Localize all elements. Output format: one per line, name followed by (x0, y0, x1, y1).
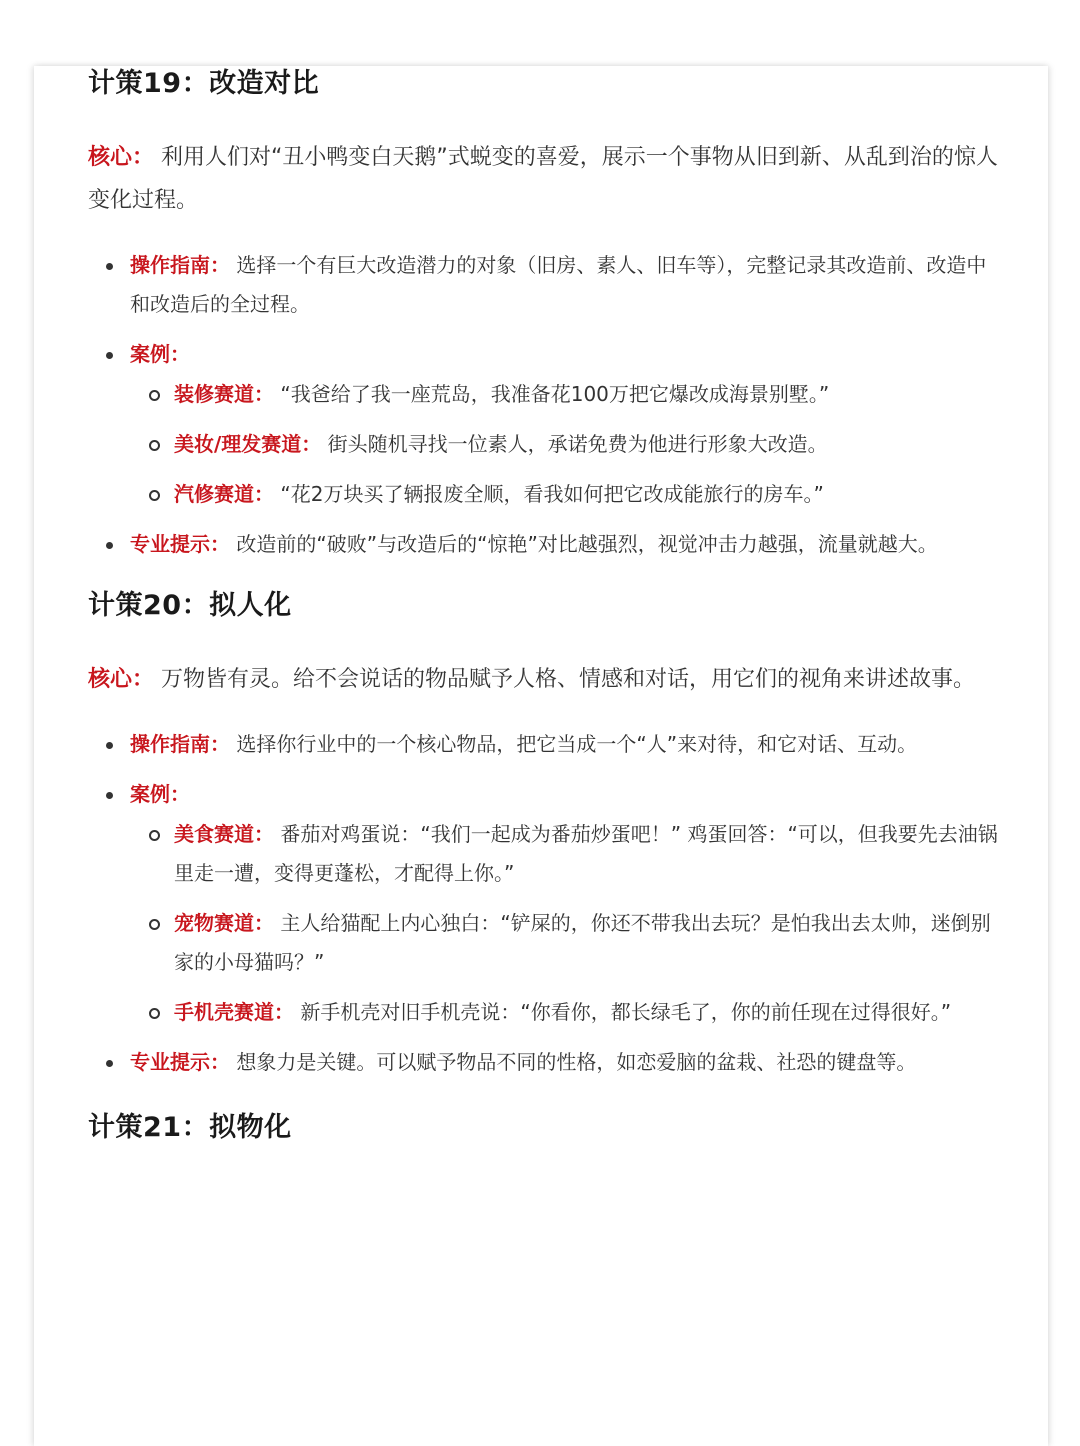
strategy-21-section (88, 1106, 998, 1150)
case-label: 美食赛道： (174, 822, 274, 846)
case-text: 番茄对鸡蛋说：“我们一起成为番茄炒蛋吧！” 鸡蛋回答：“可以，但我要先去油锅里走一遭，变得更蓬松，才配得上你。” (174, 822, 998, 885)
tip-label: 专业提示： (130, 1050, 230, 1074)
cases-list (130, 815, 998, 1032)
strategy-20-section (88, 584, 998, 1082)
guide-item (130, 246, 998, 324)
strategy-19-section (88, 62, 998, 564)
cases-label: 案例： (130, 782, 190, 806)
guide-label: 操作指南： (130, 253, 230, 277)
case-item (174, 375, 998, 414)
tip-text: 想象力是关键。可以赋予物品不同的性格，如恋爱脑的盆栽、社恐的键盘等。 (236, 1050, 917, 1074)
case-item (174, 993, 998, 1032)
strategy-20-core (88, 658, 998, 701)
case-label: 装修赛道： (174, 382, 274, 406)
strategy-19-core (88, 136, 998, 222)
core-text: 利用人们对“丑小鸭变白天鹅”式蜕变的喜爱，展示一个事物从旧到新、从乱到治的惊人变化过程。 (88, 145, 998, 213)
case-text: “花2万块买了辆报废全顺，看我如何把它改成能旅行的房车。” (280, 482, 824, 506)
case-item (174, 425, 998, 464)
case-item (174, 904, 998, 982)
tip-text: 改造前的“破败”与改造后的“惊艳”对比越强烈，视觉冲击力越强，流量就越大。 (236, 532, 938, 556)
case-item (174, 475, 998, 514)
strategy-20-points (88, 725, 998, 1082)
case-item (174, 815, 998, 893)
strategy-19-title: 计策19：改造对比 (88, 68, 320, 99)
tip-item (130, 525, 998, 564)
strategy-20-title: 计策20：拟人化 (88, 590, 292, 621)
case-text: 主人给猫配上内心独白：“铲屎的，你还不带我出去玩？是怕我出去太帅，迷倒别家的小母猫吗？” (174, 911, 991, 974)
case-label: 手机壳赛道： (174, 1000, 294, 1024)
cases-label: 案例： (130, 342, 190, 366)
guide-text: 选择一个有巨大改造潜力的对象（旧房、素人、旧车等），完整记录其改造前、改造中和改造后的全过程。 (130, 253, 987, 316)
tip-label: 专业提示： (130, 532, 230, 556)
case-label: 美妆/理发赛道： (174, 432, 322, 456)
cases-item (130, 335, 998, 514)
strategy-19-points (88, 246, 998, 564)
core-label: 核心： (88, 667, 155, 692)
strategy-21-title: 计策21：拟物化 (88, 1112, 292, 1143)
cases-item (130, 775, 998, 1032)
article-content (88, 62, 998, 1150)
case-text: “我爸给了我一座荒岛，我准备花100万把它爆改成海景别墅。” (280, 382, 830, 406)
tip-item (130, 1043, 998, 1082)
core-label: 核心： (88, 145, 155, 170)
case-label: 汽修赛道： (174, 482, 274, 506)
case-text: 街头随机寻找一位素人，承诺免费为他进行形象大改造。 (327, 432, 828, 456)
case-label: 宠物赛道： (174, 911, 274, 935)
guide-label: 操作指南： (130, 732, 230, 756)
top-blank-band (0, 0, 1080, 66)
core-text: 万物皆有灵。给不会说话的物品赋予人格、情感和对话，用它们的视角来讲述故事。 (161, 667, 976, 692)
guide-text: 选择你行业中的一个核心物品，把它当成一个“人”来对待，和它对话、互动。 (236, 732, 918, 756)
cases-list (130, 375, 998, 514)
guide-item (130, 725, 998, 764)
case-text: 新手机壳对旧手机壳说：“你看你，都长绿毛了，你的前任现在过得很好。” (300, 1000, 952, 1024)
